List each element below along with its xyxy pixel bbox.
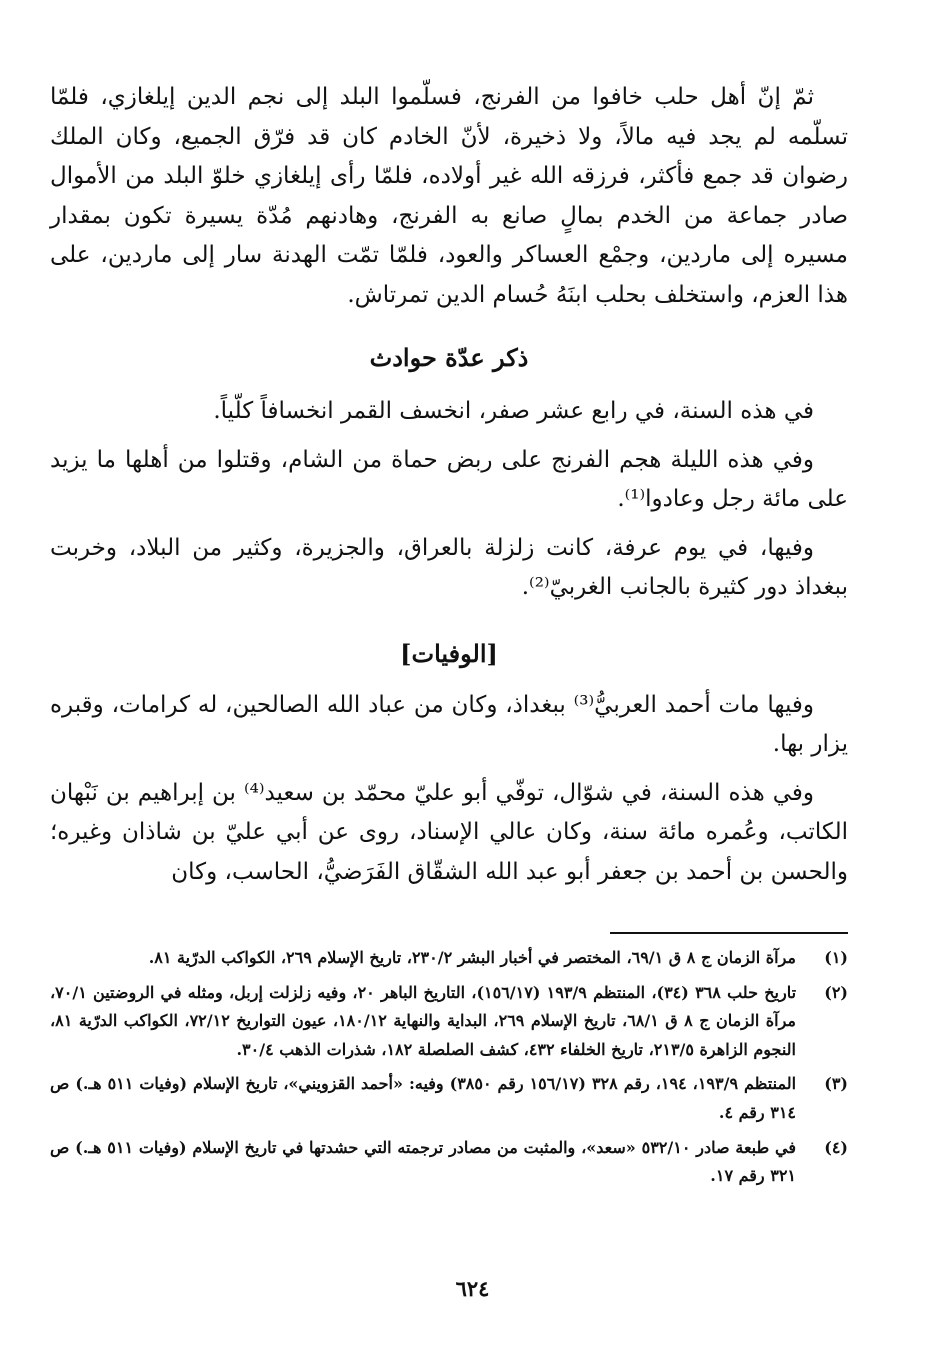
paragraph-lunar-eclipse: في هذه السنة، في رابع عشر صفر، انخسف القمر انخسافاً كلّياً.: [213, 398, 814, 424]
footnotes: [50, 944, 848, 1191]
footnote-divider: [610, 932, 848, 934]
footnote-item: [50, 979, 848, 1065]
footnote-text: المنتظم ١٩٣/٩، ١٩٤، رقم ٣٢٨ (١٥٦/١٧ رقم ٣٨٥٠) وفيه: «أحمد القزويني»، تاريخ الإسلام (وفيات ٥١١ هـ.) ص ٣١٤ رقم ٤.: [50, 1074, 797, 1122]
footnote-number: (٤): [824, 1137, 848, 1157]
footnote-number: (١): [824, 948, 848, 967]
footnote-text: تاريخ حلب ٣٦٨ (٣٤)، المنتظم ١٩٣/٩ (١٥٦/١٧)، التاريخ الباهر ٢٠، وفيه زلزلت إربل، ومثله في الروضتين ٧٠/١، مرآة الزمان ج ٨ ق ٦٨/١، تاريخ الإسلام ٢٦٩، البداية والنهاية ١٨٠/١٢، عيون التواريخ ٧٢/١٢، الكواكب الدرّية ٨١، النجوم الزاهرة ٢١٣/٥، تاريخ الخلفاء ٤٣٢، كشف الصلصلة ١٨٢، شذرات الذهب ٣٠/٤.: [50, 982, 797, 1059]
page-number: ٦٢٤: [455, 1276, 490, 1301]
paragraph-death-ahmad: وفيها مات أحمد العربيُّ⁽³⁾ ببغداذ، وكان من عباد الله الصالحين، له كرامات، وقبره يزار بها.: [50, 691, 848, 757]
footnote-text: مرآة الزمان ج ٨ ق ٦٩/١، المختصر في أخبار البشر ٢٣٠/٢، تاريخ الإسلام ٢٦٩، الكواكب الدرّية ٨١.: [148, 948, 796, 967]
footnote-item: [50, 944, 848, 973]
section-heading-deaths: [الوفيات]: [400, 638, 498, 668]
footnote-text: في طبعة صادر ٥٣٢/١٠ «سعد»، والمثبت من مصادر ترجمته التي حشدتها في تاريخ الإسلام (وفيات ٥١١ هـ.) ص ٣٢١ رقم ١٧.: [50, 1137, 797, 1186]
paragraph-death-abu-ali: وفي هذه السنة، في شوّال، توفّي أبو عليّ محمّد بن سعيد⁽⁴⁾ بن إبراهيم بن نَبْهان الكاتب، وعُمره مائة سنة، وكان عالي الإسناد، روى عن أبي عليّ بن شاذان وغيره؛ والحسن بن أحمد بن جعفر أبو عبد الله الشقّاق الفَرَضيُّ، الحاسب، وكان: [50, 779, 848, 885]
paragraph-franks-raid: وفي هذه الليلة هجم الفرنج على ربض حماة من الشام، وقتلوا من أهلها ما يزيد على مائة رجل وعادوا⁽¹⁾.: [50, 446, 848, 512]
paragraph-aleppo-surrender: ثمّ إنّ أهل حلب خافوا من الفرنج، فسلّموا البلد إلى نجم الدين إيلغازي، فلمّا تسلّمه لم يجد فيه مالاً، ولا ذخيرة، لأنّ الخادم كان قد فرّق الجميع، وكان الملك رضوان قد جمع فأكثر، فرزقه الله غير أولاده، فلمّا رأى إيلغازي خلوّ البلد من الأموال صادر جماعة من الخدم بمالٍ صانع به الفرنج، وهادنهم مُدّة يسيرة تكون بمقدار مسيره إلى ماردين، وجمْع العساكر والعود، فلمّا تمّت الهدنة سار إلى ماردين، على هذا العزم، واستخلف بحلب ابنَهُ حُسام الدين تمرتاش.: [50, 84, 848, 308]
footnote-number: (٣): [824, 1074, 848, 1094]
section-heading-events: ذكر عدّة حوادث: [369, 343, 529, 372]
page-body: [50, 70, 848, 1197]
paragraph-earthquake: وفيها، في يوم عرفة، كانت زلزلة بالعراق، والجزيرة، وكثير من البلاد، وخربت ببغداذ دور كثيرة بالجانب الغربيّ⁽²⁾.: [50, 534, 848, 600]
footnote-number: (٢): [824, 982, 848, 1002]
footnote-item: [50, 1070, 848, 1127]
footnote-item: [50, 1134, 848, 1191]
